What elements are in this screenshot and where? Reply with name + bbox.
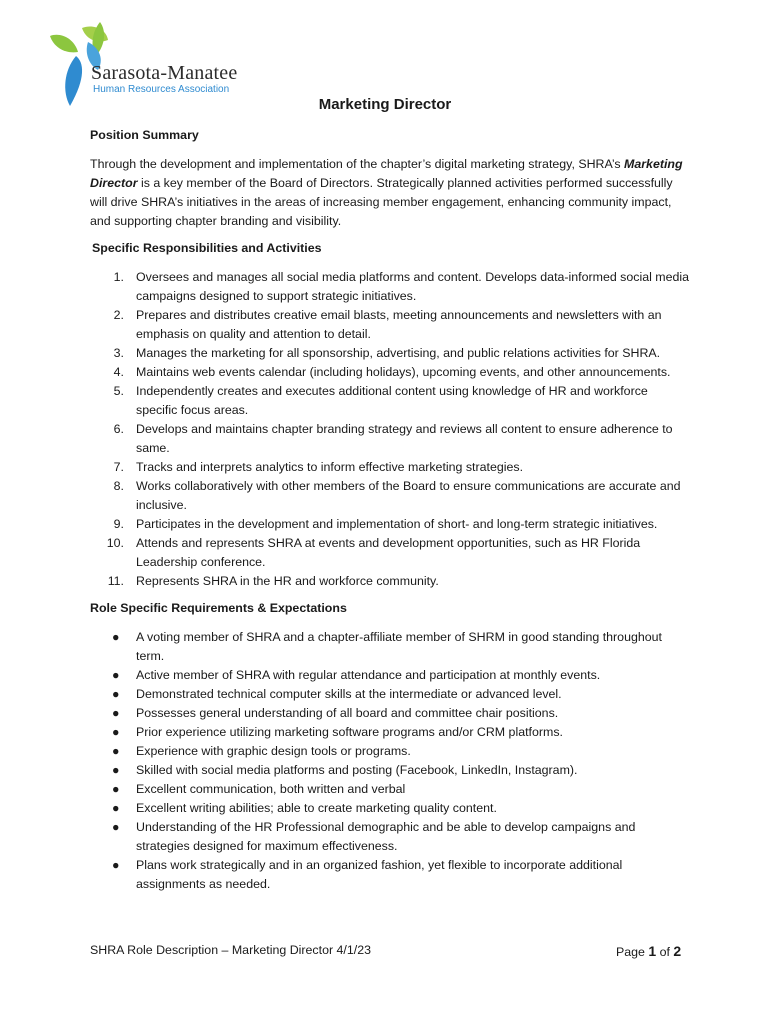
responsibility-item bbox=[90, 534, 690, 572]
position-summary-paragraph bbox=[90, 155, 690, 231]
item-text: Participates in the development and implementation of short- and long-term strategic initiatives. bbox=[136, 517, 658, 531]
bullet-icon: ● bbox=[112, 820, 120, 834]
logo-subtitle: Human Resources Association bbox=[93, 84, 230, 95]
item-text: Plans work strategically and in an organized fashion, yet flexible to incorporate additional assignments as needed. bbox=[136, 858, 623, 891]
item-number: 5. bbox=[113, 384, 124, 398]
item-text: Represents SHRA in the HR and workforce community. bbox=[136, 574, 439, 588]
item-text: Prior experience utilizing marketing software programs and/or CRM platforms. bbox=[136, 725, 563, 739]
summary-emphasis: Marketing Director bbox=[90, 157, 683, 190]
bullet-icon: ● bbox=[112, 858, 120, 872]
item-text: Excellent communication, both written and verbal bbox=[136, 782, 406, 796]
requirement-item bbox=[90, 742, 690, 761]
responsibilities-list bbox=[90, 268, 690, 591]
summary-text-end: is a key member of the Board of Directors. Strategically planned activities performed successfully will drive SHRA’s initiatives in the areas of increasing member engagement, enhancing community impact, and supporting chapter branding and visibility. bbox=[90, 176, 673, 228]
document-title: Marketing Director bbox=[318, 96, 452, 113]
requirement-item bbox=[90, 799, 690, 818]
bullet-icon: ● bbox=[112, 763, 120, 777]
page-current: 1 bbox=[648, 943, 657, 959]
item-text: Maintains web events calendar (including holidays), upcoming events, and other announcements. bbox=[136, 365, 671, 379]
requirement-item bbox=[90, 723, 690, 742]
item-number: 2. bbox=[113, 308, 124, 322]
item-number: 9. bbox=[113, 517, 124, 531]
bullet-icon: ● bbox=[112, 725, 120, 739]
item-number: 7. bbox=[113, 460, 124, 474]
requirement-item bbox=[90, 628, 690, 666]
item-number: 8. bbox=[113, 479, 124, 493]
item-text: Attends and represents SHRA at events and development opportunities, such as HR Florida Leadership conference. bbox=[136, 536, 641, 569]
item-number: 3. bbox=[113, 346, 124, 360]
item-number: 10. bbox=[106, 536, 124, 550]
page-of: of bbox=[656, 945, 674, 959]
requirement-item bbox=[90, 761, 690, 780]
requirement-item bbox=[90, 704, 690, 723]
responsibility-item bbox=[90, 363, 690, 382]
item-text: Manages the marketing for all sponsorship, advertising, and public relations activities for SHRA. bbox=[136, 346, 661, 360]
requirement-item bbox=[90, 666, 690, 685]
item-text: Develops and maintains chapter branding strategy and reviews all content to ensure adherence to same. bbox=[136, 422, 673, 455]
item-text: Excellent writing abilities; able to create marketing quality content. bbox=[136, 801, 497, 815]
bullet-icon: ● bbox=[112, 630, 120, 644]
item-text: Prepares and distributes creative email blasts, meeting announcements and newsletters with an emphasis on quality and attention to detail. bbox=[136, 308, 662, 341]
page-total: 2 bbox=[673, 943, 682, 959]
bullet-icon: ● bbox=[112, 744, 120, 758]
responsibility-item bbox=[90, 268, 690, 306]
item-text: Works collaboratively with other members of the Board to ensure communications are accurate and inclusive. bbox=[136, 479, 681, 512]
item-text: Demonstrated technical computer skills at the intermediate or advanced level. bbox=[136, 687, 562, 701]
responsibility-item bbox=[90, 477, 690, 515]
responsibility-item bbox=[90, 382, 690, 420]
responsibility-item bbox=[90, 344, 690, 363]
bullet-icon: ● bbox=[112, 668, 120, 682]
responsibility-item bbox=[90, 515, 690, 534]
page-label: Page bbox=[616, 945, 649, 959]
bullet-icon: ● bbox=[112, 706, 120, 720]
requirements-heading: Role Specific Requirements & Expectations bbox=[90, 601, 347, 615]
responsibility-item bbox=[90, 306, 690, 344]
item-number: 11. bbox=[107, 574, 124, 588]
responsibility-item bbox=[90, 458, 690, 477]
requirements-list bbox=[90, 628, 690, 894]
item-text: Independently creates and executes additional content using knowledge of HR and workforce specific focus areas. bbox=[136, 384, 648, 417]
page-number bbox=[616, 943, 681, 959]
requirement-item bbox=[90, 685, 690, 704]
responsibility-item bbox=[90, 572, 690, 591]
bullet-icon: ● bbox=[112, 687, 120, 701]
item-text: A voting member of SHRA and a chapter-affiliate member of SHRM in good standing throughout term. bbox=[136, 630, 662, 663]
item-text: Experience with graphic design tools or programs. bbox=[136, 744, 411, 758]
item-number: 6. bbox=[113, 422, 124, 436]
logo-name: Sarasota-Manatee bbox=[91, 62, 238, 84]
item-text: Skilled with social media platforms and posting (Facebook, LinkedIn, Instagram). bbox=[136, 763, 578, 777]
footer-description: SHRA Role Description – Marketing Director 4/1/23 bbox=[90, 943, 371, 957]
position-summary-heading: Position Summary bbox=[90, 128, 199, 142]
item-text: Oversees and manages all social media platforms and content. Develops data-informed social media campaigns designed to support strategic initiatives. bbox=[136, 270, 690, 303]
item-text: Understanding of the HR Professional demographic and be able to develop campaigns and strategies designed for maximum effectiveness. bbox=[136, 820, 636, 853]
responsibilities-heading: Specific Responsibilities and Activities bbox=[92, 241, 322, 255]
item-text: Possesses general understanding of all board and committee chair positions. bbox=[136, 706, 559, 720]
item-number: 4. bbox=[113, 365, 124, 379]
item-number: 1. bbox=[113, 270, 124, 284]
requirement-item bbox=[90, 780, 690, 799]
bullet-icon: ● bbox=[112, 782, 120, 796]
requirement-item bbox=[90, 856, 690, 894]
document-body bbox=[90, 126, 690, 894]
requirement-item bbox=[90, 818, 690, 856]
summary-text-start: Through the development and implementation of the chapter’s digital marketing strategy, SHRA’s bbox=[90, 157, 625, 171]
responsibility-item bbox=[90, 420, 690, 458]
item-text: Tracks and interprets analytics to inform effective marketing strategies. bbox=[136, 460, 524, 474]
item-text: Active member of SHRA with regular attendance and participation at monthly events. bbox=[136, 668, 601, 682]
bullet-icon: ● bbox=[112, 801, 120, 815]
